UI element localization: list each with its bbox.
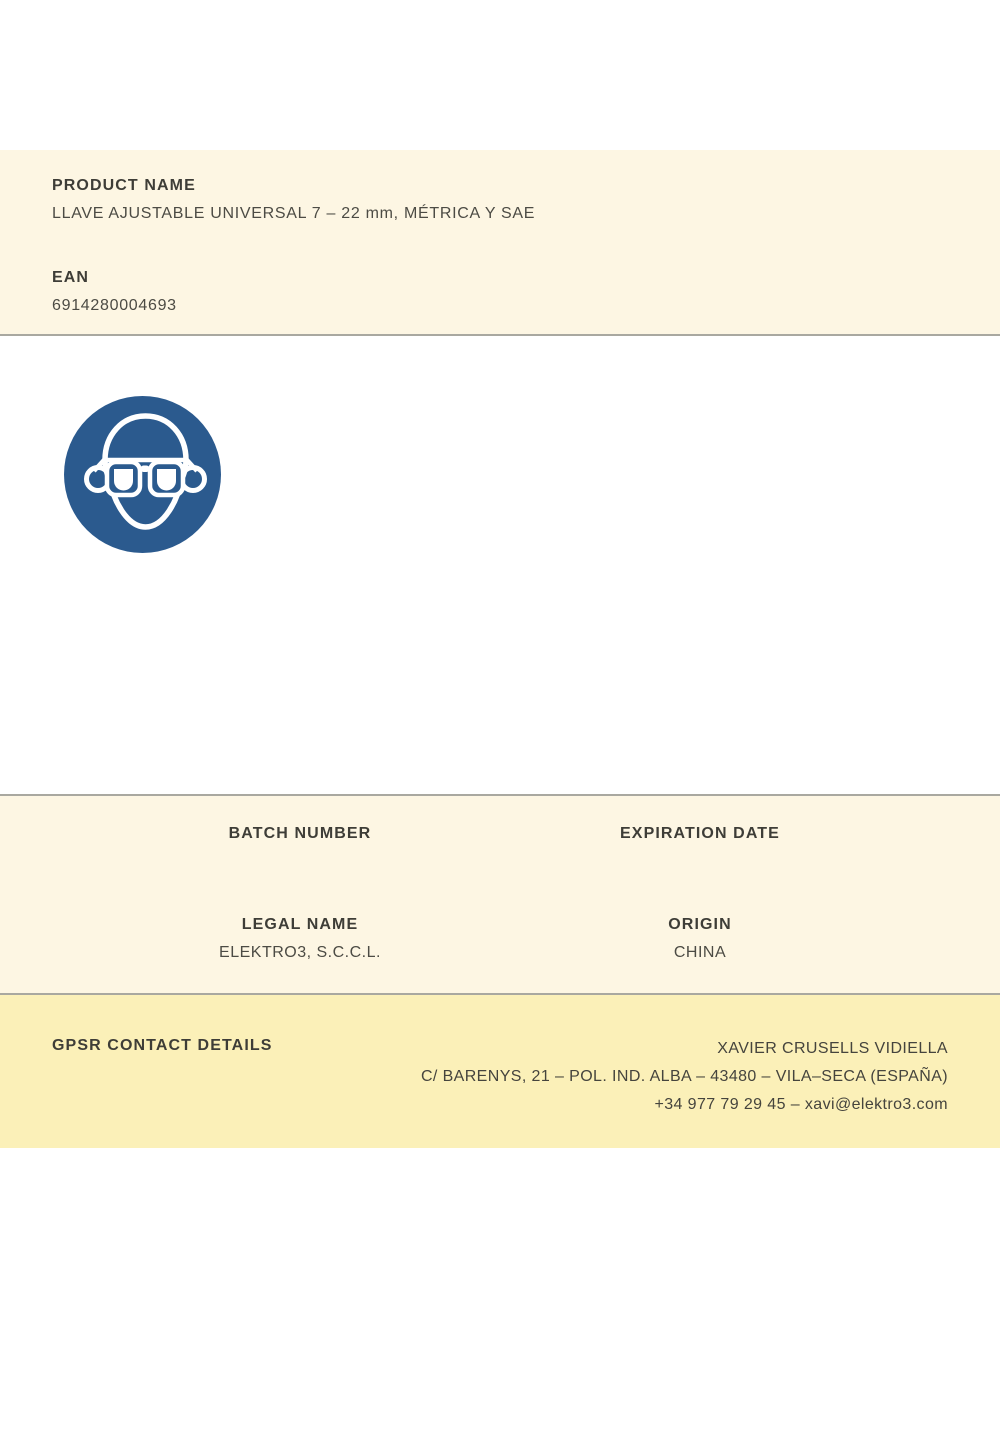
legal-name-value: ELEKTRO3, S.C.C.L.	[219, 944, 381, 961]
gpsr-contact-phone-email: +34 977 79 29 45 – xavi@elektro3.com	[654, 1096, 948, 1113]
product-name-value: LLAVE AJUSTABLE UNIVERSAL 7 – 22 mm, MÉTRICA Y SAE	[52, 205, 536, 222]
expiration-date-label: EXPIRATION DATE	[620, 825, 780, 842]
ean-value: 6914280004693	[52, 297, 177, 314]
product-name-block	[52, 176, 948, 224]
origin-label: ORIGIN	[668, 916, 732, 933]
batch-info-section	[0, 794, 1000, 993]
batch-number-value	[100, 852, 500, 872]
ean-label: EAN	[52, 269, 90, 286]
batch-grid-row2	[100, 915, 900, 963]
legal-name-cell	[100, 915, 500, 963]
gpsr-contact-section	[0, 993, 1000, 1148]
product-name-label: PRODUCT NAME	[52, 177, 196, 194]
product-info-section	[0, 150, 1000, 336]
expiration-date-cell	[500, 824, 900, 872]
legal-name-label: LEGAL NAME	[241, 916, 359, 933]
batch-number-cell	[100, 824, 500, 872]
pictogram-area	[0, 336, 1000, 794]
batch-grid-row1	[100, 824, 900, 872]
ean-block	[52, 268, 948, 316]
gpsr-contact-title: GPSR CONTACT DETAILS	[52, 1037, 273, 1054]
expiration-date-value	[500, 852, 900, 872]
wear-eye-protection-icon	[64, 396, 221, 553]
origin-cell	[500, 915, 900, 963]
gpsr-contact-address: C/ BARENYS, 21 – POL. IND. ALBA – 43480 – VILA–SECA (ESPAÑA)	[420, 1068, 948, 1085]
gpsr-contact-name: XAVIER CRUSELLS VIDIELLA	[717, 1040, 948, 1057]
gpsr-contact-block	[421, 1035, 948, 1119]
origin-value: CHINA	[673, 944, 727, 961]
batch-number-label: BATCH NUMBER	[228, 825, 372, 842]
